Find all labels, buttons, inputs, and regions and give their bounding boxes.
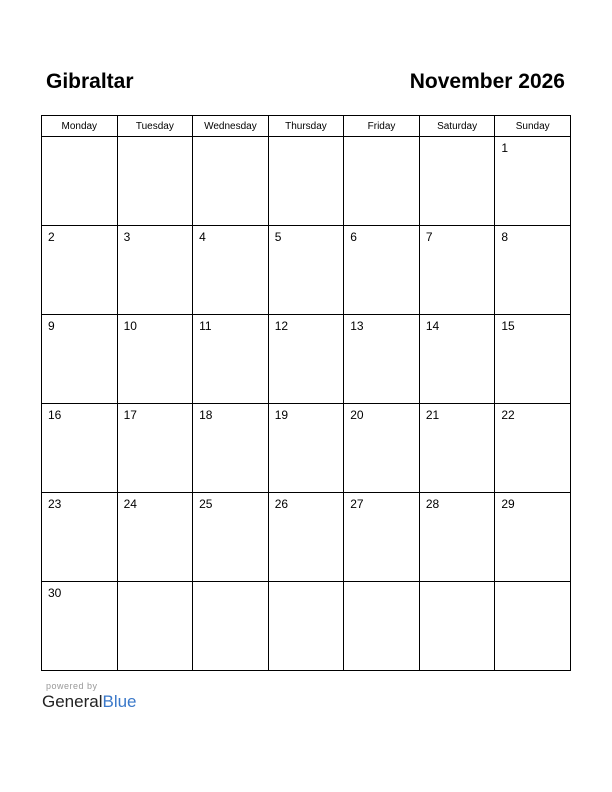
day-number: 23	[48, 497, 62, 511]
day-number	[193, 582, 268, 586]
day-cell	[268, 137, 344, 226]
day-number: 12	[274, 319, 289, 333]
day-cell	[419, 226, 495, 315]
day-cell	[42, 315, 118, 404]
brand-blue-text: Blue	[102, 692, 137, 711]
day-cell	[419, 582, 495, 671]
day-cell	[42, 582, 118, 671]
day-cell	[419, 315, 495, 404]
day-cell	[193, 404, 269, 493]
day-cell	[268, 582, 344, 671]
weekday-thursday: Thursday	[268, 116, 344, 137]
day-number: 10	[123, 319, 137, 333]
day-number	[420, 582, 495, 586]
day-cell	[193, 226, 269, 315]
day-number: 7	[425, 230, 433, 244]
week-row	[42, 226, 571, 315]
day-number: 18	[199, 408, 213, 422]
day-number: 22	[501, 408, 515, 422]
day-number: 20	[350, 408, 364, 422]
day-cell	[495, 493, 571, 582]
day-number	[193, 137, 268, 141]
day-cell	[268, 315, 344, 404]
day-number: 4	[199, 230, 206, 244]
day-cell	[268, 226, 344, 315]
day-cell	[117, 137, 193, 226]
weekday-saturday: Saturday	[419, 116, 495, 137]
day-number: 24	[123, 497, 137, 511]
day-cell	[495, 315, 571, 404]
day-number: 17	[123, 408, 137, 422]
day-cell	[193, 315, 269, 404]
day-cell	[495, 404, 571, 493]
day-number: 8	[501, 230, 509, 244]
calendar-grid	[41, 115, 571, 671]
day-number: 3	[123, 230, 131, 244]
day-cell	[42, 226, 118, 315]
day-cell	[42, 404, 118, 493]
day-number: 5	[274, 230, 282, 244]
weekday-sunday: Sunday	[495, 116, 571, 137]
day-cell	[268, 493, 344, 582]
day-cell	[419, 404, 495, 493]
day-cell	[419, 493, 495, 582]
powered-by-text: powered by	[46, 681, 98, 691]
day-number: 9	[48, 319, 55, 333]
day-cell	[193, 137, 269, 226]
day-cell	[344, 315, 420, 404]
day-cell	[193, 493, 269, 582]
week-row	[42, 137, 571, 226]
weekday-tuesday: Tuesday	[117, 116, 193, 137]
day-cell	[117, 226, 193, 315]
day-number: 13	[350, 319, 364, 333]
country-title: Gibraltar	[46, 70, 134, 93]
day-cell	[193, 582, 269, 671]
weekday-header-row	[42, 116, 571, 137]
weekday-wednesday: Wednesday	[193, 116, 269, 137]
day-number: 15	[501, 319, 515, 333]
day-cell	[495, 226, 571, 315]
day-number: 21	[425, 408, 440, 422]
day-number: 19	[274, 408, 289, 422]
day-number: 16	[48, 408, 62, 422]
day-cell	[344, 493, 420, 582]
brand-general-text: General	[42, 692, 103, 711]
week-row	[42, 582, 571, 671]
day-number: 27	[350, 497, 364, 511]
day-number	[269, 582, 344, 586]
day-number: 25	[199, 497, 213, 511]
day-number	[344, 582, 419, 586]
day-number	[269, 137, 344, 141]
week-row	[42, 315, 571, 404]
calendar-header	[41, 70, 571, 100]
day-number: 29	[501, 497, 515, 511]
generalblue-logo	[42, 692, 137, 712]
month-title: November 2026	[409, 70, 565, 93]
day-number	[420, 137, 495, 141]
day-number: 1	[501, 141, 509, 155]
day-number: 30	[48, 586, 62, 600]
day-cell	[344, 582, 420, 671]
day-number	[118, 582, 193, 586]
week-row	[42, 404, 571, 493]
week-row	[42, 493, 571, 582]
day-number: 6	[350, 230, 357, 244]
day-cell	[344, 226, 420, 315]
weekday-monday: Monday	[42, 116, 118, 137]
day-cell	[117, 493, 193, 582]
day-number: 11	[199, 319, 212, 333]
weekday-friday: Friday	[344, 116, 420, 137]
day-number: 26	[274, 497, 289, 511]
day-number	[118, 137, 193, 141]
day-cell	[344, 137, 420, 226]
day-number	[42, 137, 117, 141]
day-cell	[117, 404, 193, 493]
day-number: 28	[425, 497, 440, 511]
day-cell	[42, 493, 118, 582]
day-cell	[117, 315, 193, 404]
day-number	[344, 137, 419, 141]
day-number	[495, 582, 570, 586]
day-cell	[495, 137, 571, 226]
day-cell	[268, 404, 344, 493]
day-cell	[344, 404, 420, 493]
day-cell	[42, 137, 118, 226]
day-cell	[419, 137, 495, 226]
day-cell	[495, 582, 571, 671]
day-number: 14	[425, 319, 440, 333]
day-number: 2	[48, 230, 55, 244]
footer-branding	[42, 681, 137, 712]
day-cell	[117, 582, 193, 671]
